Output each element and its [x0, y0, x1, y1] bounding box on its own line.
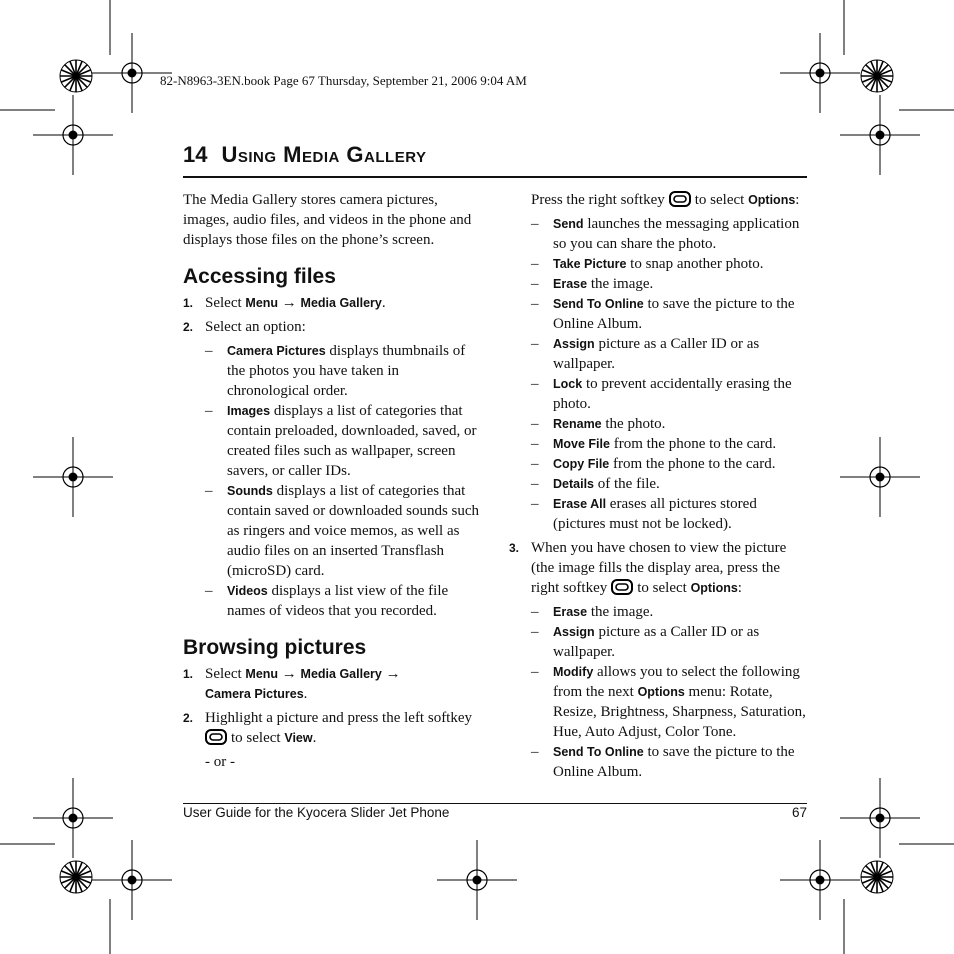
right-softkey-icon [611, 579, 633, 595]
list-item: – Erase the image. [531, 604, 654, 620]
list-item: – Lock to prevent accidentally erasing the photo. [531, 376, 792, 412]
footer-rule [183, 803, 807, 804]
right-column [509, 190, 807, 782]
press-options-line: Press the right softkey to select Options: [531, 192, 800, 208]
list-item: – Modify allows you to select the following from the next Options menu: Rotate, Resize, Brightness, Sharpness, Saturation, Hue, Auto Adjust, Color Tone. [531, 664, 806, 740]
accessing-step-2: 2. Select an option: [183, 319, 306, 335]
list-item: – Copy File from the phone to the card. [531, 456, 776, 472]
left-softkey-icon [205, 729, 227, 745]
print-header: 82-N8963-3EN.book Page 67 Thursday, September 21, 2006 9:04 AM [160, 73, 527, 88]
accessing-step-1: 1. Select Menu → Media Gallery. [183, 295, 386, 311]
or-separator: - or - [205, 754, 235, 770]
chapter-name: Using Media Gallery [221, 142, 427, 167]
list-item: – Take Picture to snap another photo. [531, 256, 764, 272]
list-item: – Details of the file. [531, 476, 660, 492]
options-list-2 [509, 602, 807, 782]
list-item: – Rename the photo. [531, 416, 666, 432]
list-item: – Send To Online to save the picture to the Online Album. [531, 296, 795, 332]
list-item: – Images displays a list of categories that contain preloaded, downloaded, saved, or created files such as wallpaper, screen savers, or caller IDs. [205, 403, 477, 479]
chapter-number: 14 [183, 142, 208, 167]
list-item: – Sounds displays a list of categories that contain saved or downloaded sounds such as ringers and voice memos, as well as audio files on an inserted Transflash (microSD) card. [205, 483, 480, 579]
intro-paragraph: The Media Gallery stores camera pictures, images, audio files, and videos in the phone and displays those files on the phone’s screen. [183, 192, 472, 248]
chapter-title [183, 142, 427, 168]
browsing-heading: Browsing pictures [183, 636, 367, 659]
browsing-step-1: 1. Select Menu → Media Gallery → Camera Pictures. [183, 666, 401, 702]
accessing-heading: Accessing files [183, 265, 336, 288]
list-item: – Assign picture as a Caller ID or as wallpaper. [531, 336, 760, 372]
list-item: – Camera Pictures displays thumbnails of the photos you have taken in chronological order. [205, 343, 466, 399]
list-item: – Send To Online to save the picture to the Online Album. [531, 744, 795, 780]
list-item: – Videos displays a list view of the file names of videos that you recorded. [205, 583, 449, 619]
footer-title: User Guide for the Kyocera Slider Jet Phone [183, 805, 450, 820]
step-3: 3. When you have chosen to view the picture (the image fills the display area, press the right softkey to select Options: [509, 540, 787, 596]
list-item: – Send launches the messaging application so you can share the photo. [531, 216, 800, 252]
options-list [509, 214, 807, 534]
browsing-step-2: 2. Highlight a picture and press the left softkey to select View. [183, 710, 473, 746]
list-item: – Assign picture as a Caller ID or as wallpaper. [531, 624, 760, 660]
page-number: 67 [791, 805, 807, 820]
list-item: – Erase All erases all pictures stored (pictures must not be locked). [531, 496, 757, 532]
chapter-rule [183, 176, 807, 178]
list-item: – Move File from the phone to the card. [531, 436, 777, 452]
list-item: – Erase the image. [531, 276, 654, 292]
left-column [183, 190, 483, 772]
right-softkey-icon [669, 191, 691, 207]
accessing-options [183, 341, 483, 621]
